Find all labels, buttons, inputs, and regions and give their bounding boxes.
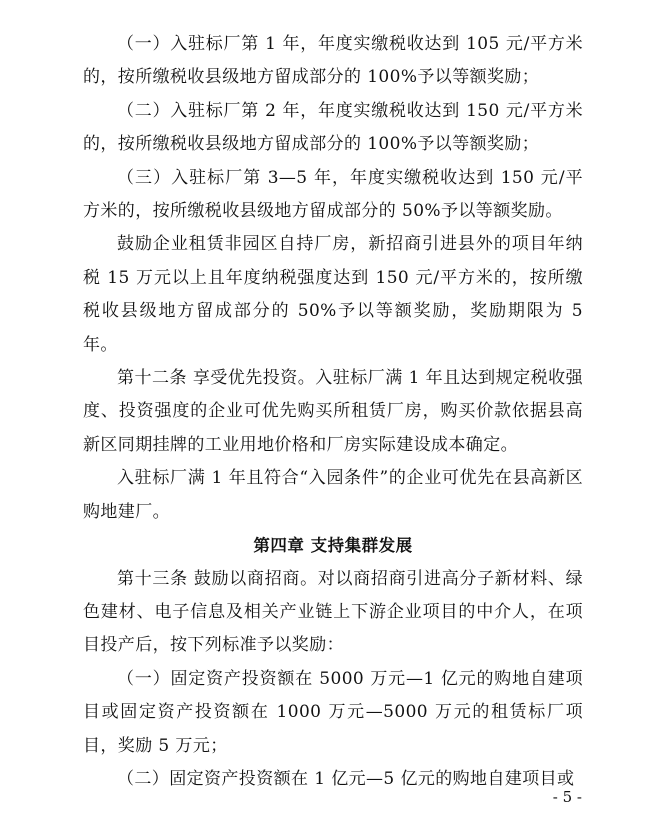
paragraph-text: （二）固定资产投资额在 1 亿元—5 亿元的购地自建项目或 — [117, 768, 575, 789]
paragraph-text: 入驻标厂满 1 年且符合“入园条件”的企业可优先在县高新区购地建厂。 — [83, 468, 583, 522]
page-number: - 5 - — [552, 788, 582, 806]
paragraph-item-1 — [83, 28, 583, 95]
paragraph-item-2 — [83, 95, 583, 162]
chapter-heading: 第四章 支持集群发展 — [253, 536, 413, 556]
article-13-paragraph — [83, 563, 583, 663]
paragraph-item-3 — [83, 162, 583, 229]
paragraph-text: （二）入驻标厂第 2 年，年度实缴税收达到 150 元/平方米的，按所缴税收县级地方留成部分的 100%予以等额奖励； — [83, 100, 583, 155]
paragraph-text: 鼓励企业租赁非园区自持厂房，新招商引进县外的项目年纳税 15 万元以上且年度纳税强度达到 150 元/平方米的，按所缴税收县级地方留成部分的 50%予以等额奖励，奖励期限为 5 年。 — [83, 234, 583, 355]
paragraph-text: （一）入驻标厂第 1 年，年度实缴税收达到 105 元/平方米的，按所缴税收县级地方留成部分的 100%予以等额奖励； — [83, 34, 583, 88]
paragraph-item-8 — [83, 663, 583, 763]
paragraph-item-4 — [83, 228, 583, 362]
paragraph-item-9 — [83, 763, 583, 796]
article-12-paragraph — [83, 362, 583, 462]
paragraph-text: （一）固定资产投资额在 5000 万元—1 亿元的购地自建项目或固定资产投资额在 1000 万元—5000 万元的租赁标厂项目，奖励 5 万元； — [83, 668, 583, 756]
article-12-title: 第十二条 享受优先投资。 — [117, 368, 316, 389]
document-body — [83, 28, 583, 796]
paragraph-item-6 — [83, 462, 583, 529]
article-13-title: 第十三条 鼓励以商招商。 — [117, 568, 318, 589]
paragraph-text: 入驻标厂满 1 年且达到规定税收强度、投资强度的企业可优先购买所租赁厂房，购买价款依据县高新区同期挂牌的工业用地价格和厂房实际建设成本确定。 — [83, 368, 583, 455]
paragraph-text: （三）入驻标厂第 3—5 年，年度实缴税收达到 150 元/平方米的，按所缴税收县级地方留成部分的 50%予以等额奖励。 — [83, 167, 583, 222]
paragraph-text: 对以商招商引进高分子新材料、绿色建材、电子信息及相关产业链上下游企业项目的中介人，在项目投产后，按下列标准予以奖励： — [83, 568, 583, 656]
